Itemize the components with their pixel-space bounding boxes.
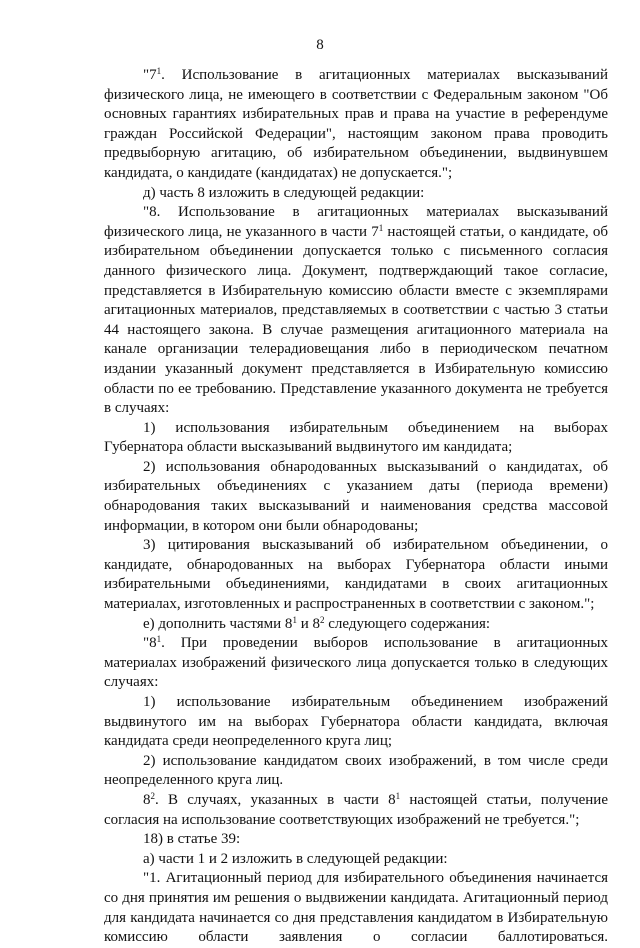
paragraph: [104, 536, 608, 614]
paragraph: [104, 693, 608, 752]
paragraph-text: 1) использования избирательным объединением на выборах Губернатора области высказываний выдвинутого им кандидата;: [104, 419, 608, 456]
superscript: 2: [150, 790, 155, 801]
paragraph-text: и 8: [296, 615, 320, 632]
paragraph-text: 3) цитирования высказываний об избирательном объединении, о кандидате, обнародованных на выборах Губернатора области иными избирательными объединениями, кандидатами в своих агитационных материалах, изготовленных и распространенных в соответствии с законом.";: [104, 537, 608, 613]
paragraph-text: настоящей статьи, получение согласия на использование соответствующих изображений не требуется.";: [104, 791, 608, 828]
paragraph: [104, 869, 608, 947]
paragraph-text: настоящей статьи, о кандидате, об избирательном объединении допускается только с письменного согласия данного физического лица. Документ, подтверждающий такое согласие, представляется в Избирательную комиссию области вместе с экземплярами агитационных материалов, представляемых в соответствии с частью 3 статьи 44 настоящего закона. В случае размещения агитационного материала на канале организации телерадиовещания либо в периодическом печатном издании указанный документ представляется в Избирательную комиссию области по ее требованию. Представление указанного документа не требуется в случаях:: [104, 223, 608, 417]
paragraph: [104, 850, 608, 870]
paragraph: [104, 830, 608, 850]
paragraph-text: 8: [143, 791, 151, 808]
superscript: 1: [395, 790, 401, 801]
page-number: 8: [316, 37, 324, 53]
paragraph-text: "1. Агитационный период для избирательного объединения начинается со дня принятия им решения о выдвижении кандидата. Агитационный период для кандидата начинается со дня представления кандидатом в Избирательную комиссию области заявления о согласии баллотироваться.: [104, 870, 608, 946]
paragraph-text: . Использование в агитационных материалах высказываний физического лица, не имеющего в соответствии с Федеральным законом "Об основных гарантиях избирательных прав и права на участие в референдуме граждан Российской Федерации", настоящим законом права проводить предвыборную агитацию, об избирательном объединении, выдвинувшем кандидата, о кандидате (кандидатах) не допускается.";: [104, 67, 608, 181]
paragraph-text: а) части 1 и 2 изложить в следующей редакции:: [143, 850, 448, 867]
paragraph: [104, 458, 608, 536]
superscript: 1: [156, 66, 162, 76]
superscript: 1: [156, 634, 162, 645]
paragraph-text: . При проведении выборов использование в агитационных материалах изображений физического лица допускается только в следующих случаях:: [104, 635, 608, 691]
paragraph: [104, 615, 608, 635]
paragraph-text: е) дополнить частями 8: [143, 615, 293, 632]
document-body: [104, 66, 608, 948]
paragraph-text: . В случаях, указанных в части 8: [155, 791, 396, 808]
paragraph-text: 1) использование избирательным объединением изображений выдвинутого им на выборах Губернатора области кандидата, включая кандидата среди неопределенного круга лиц;: [104, 694, 608, 750]
superscript: 1: [292, 614, 297, 625]
paragraph-text: д) часть 8 изложить в следующей редакции:: [143, 184, 425, 201]
paragraph-text: "8: [143, 635, 157, 652]
paragraph: [104, 634, 608, 693]
paragraph-text: следующего содержания:: [324, 615, 491, 632]
paragraph: [104, 419, 608, 458]
paragraph-text: 2) использование кандидатом своих изображений, в том числе среди неопределенного круга лиц.: [104, 752, 608, 789]
paragraph-text: "7: [143, 67, 157, 83]
paragraph: [104, 791, 608, 830]
paragraph: [104, 66, 608, 184]
superscript: 2: [319, 614, 325, 625]
paragraph: [104, 184, 608, 204]
superscript: 1: [378, 222, 384, 233]
paragraph-text: "8. Использование в агитационных материалах высказываний физического лица, не указанного в части 7: [104, 204, 608, 240]
paragraph: [104, 752, 608, 791]
paragraph-text: 18) в статье 39:: [143, 831, 241, 848]
paragraph: [104, 203, 608, 419]
paragraph-text: 2) использования обнародованных высказываний о кандидатах, об избирательных объединениях с указанием даты (периода времени) обнародования таких высказываний и наименования средства массовой информации, в котором они были обнародованы;: [104, 458, 608, 534]
